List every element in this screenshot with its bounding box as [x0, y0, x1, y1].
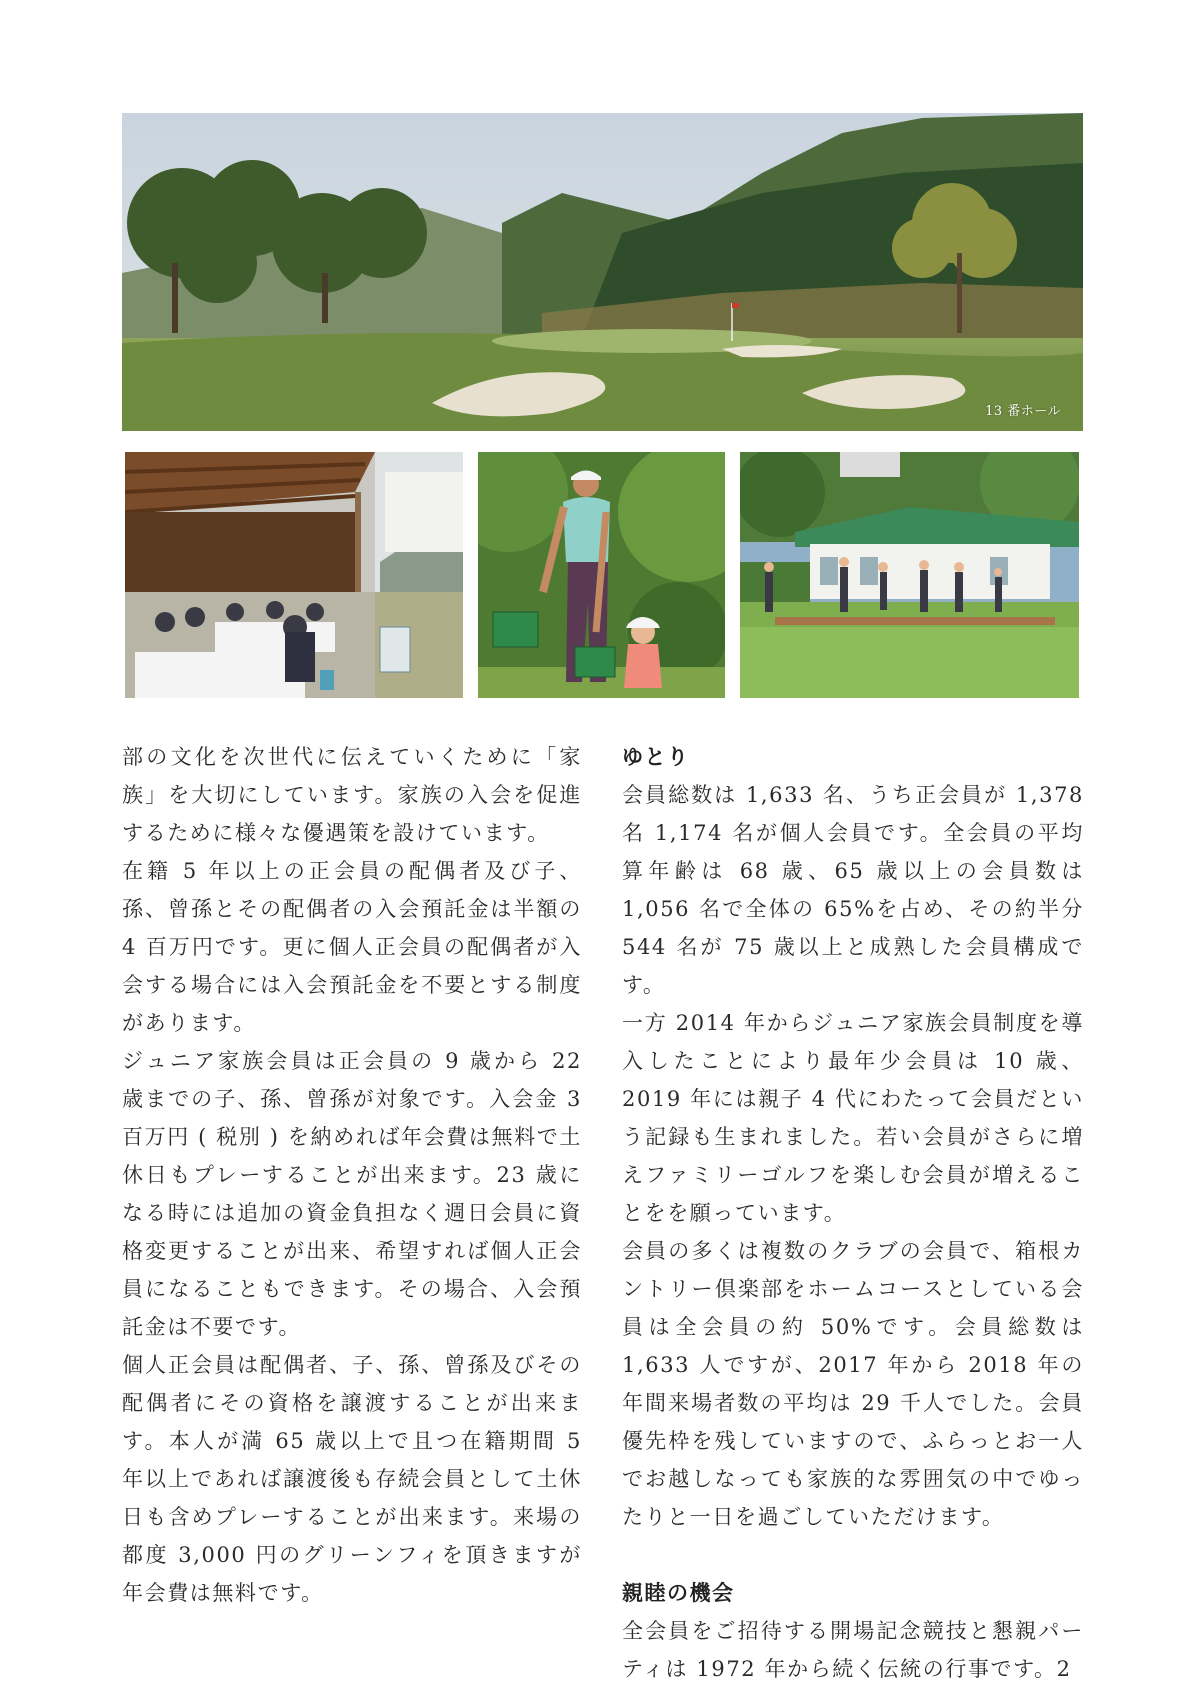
right-paragraph-3: 会員の多くは複数のクラブの会員で、箱根カントリー倶楽部をホームコースとしている会員は全会員の約 50%です。会員総数は 1,633 人ですが、2017 年から 2018 年の年間来場者数の平均は 29 千人でした。会員優先枠を残していますので、ふらっとお一人でお越しなっても家族的な雰囲気の中でゆったりと一日を過ごしていただけます。 [622, 1239, 1084, 1529]
photo-father-and-child [478, 452, 725, 698]
hero-caption: 13 番ホール [985, 404, 1061, 419]
hero-photo-golf-course [122, 113, 1083, 431]
left-paragraph-3: ジュニア家族会員は正会員の 9 歳から 22 歳までの子、孫、曾孫が対象です。入会金 3 百万円 ( 税別 ) を納めれば年会費は無料で土休日もプレーすることが出来ます。23 歳になる時には追加の資金負担なく週日会員に資格変更することが出来、希望すれば個人正会員になることもできます。その場合、入会預託金は不要です。 [122, 1049, 582, 1339]
practice-area-illustration [740, 452, 1079, 698]
section-spacer [622, 1536, 1084, 1574]
right-paragraph-1: 会員総数は 1,633 名、うち正会員が 1,378 名 1,174 名が個人会員です。全会員の平均算年齢は 68 歳、65 歳以上の会員数は 1,056 名で全体の 65%を占め、その約半分 544 名が 75 歳以上と成熟した会員構成です。 [622, 783, 1084, 997]
left-paragraph-4: 個人正会員は配偶者、子、孫、曾孫及びその配偶者にその資格を譲渡することが出来ます。本人が満 65 歳以上で且つ在籍期間 5 年以上であれば譲渡後も存続会員として土休日も含めプレーすることが出来ます。来場の都度 3,000 円のグリーンフィを頂きますが年会費は無料です。 [122, 1353, 582, 1605]
photo-practice-area [740, 452, 1079, 698]
right-paragraph-2: 一方 2014 年からジュニア家族会員制度を導入したことにより最年少会員は 10 歳、2019 年には親子 4 代にわたって会員だという記録も生まれました。若い会員がさらに増えファミリーゴルフを楽しむ会員が増えることをを願っています。 [622, 1011, 1084, 1225]
photo-terrace-gathering [125, 452, 463, 698]
right-text-column [622, 738, 1084, 1688]
left-paragraph-1: 部の文化を次世代に伝えていくために「家族」を大切にしています。家族の入会を促進するために様々な優遇策を設けています。 [122, 745, 582, 845]
family-illustration [478, 452, 725, 698]
left-paragraph-2: 在籍 5 年以上の正会員の配偶者及び子、孫、曾孫とその配偶者の入会預託金は半額の 4 百万円です。更に個人正会員の配偶者が入会する場合には入会預託金を不要とする制度があります。 [122, 859, 582, 1035]
left-text-column [122, 738, 582, 1612]
terrace-illustration [125, 452, 463, 698]
right-paragraph-4: 全会員をご招待する開場記念競技と懇親パーティは 1972 年から続く伝統の行事です。2 [622, 1619, 1084, 1681]
golf-course-illustration [122, 113, 1083, 431]
section-heading-shinboku: 親睦の機会 [622, 1581, 735, 1605]
section-heading-yutori: ゆとり [622, 745, 690, 769]
